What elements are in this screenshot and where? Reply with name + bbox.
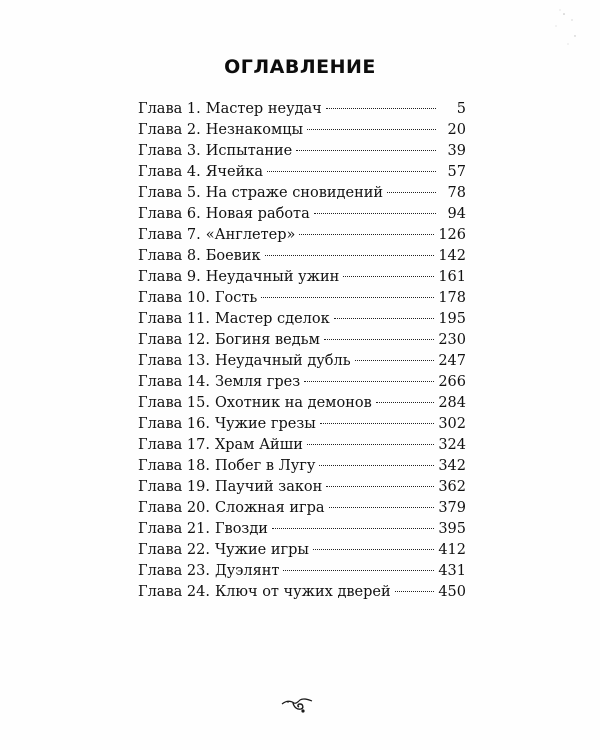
dot-leader (387, 192, 436, 193)
chapter-label: Глава 23. (138, 563, 210, 579)
toc-entry (138, 204, 466, 225)
page-number: 247 (438, 353, 466, 369)
dot-leader (304, 381, 434, 382)
chapter-label: Глава 20. (138, 500, 210, 516)
chapter-title: Мастер неудач (205, 101, 322, 117)
dot-leader (307, 444, 434, 445)
dot-leader (326, 486, 434, 487)
toc-entry (138, 435, 466, 456)
chapter-label: Глава 13. (138, 353, 210, 369)
chapter-title: Охотник на демонов (214, 395, 372, 411)
page-number: 5 (456, 101, 466, 117)
page-number: 266 (438, 374, 466, 390)
chapter-title: Неудачный ужин (205, 269, 340, 285)
dot-leader (320, 423, 435, 424)
printers-ornament-icon (279, 692, 315, 714)
chapter-label: Глава 15. (138, 395, 210, 411)
chapter-label: Глава 5. (138, 185, 201, 201)
chapter-title: Гвозди (214, 521, 268, 537)
chapter-title: Мастер сделок (214, 311, 330, 327)
toc-entry (138, 498, 466, 519)
chapter-title: Богиня ведьм (214, 332, 320, 348)
chapter-title: Неудачный дубль (214, 353, 351, 369)
chapter-title: Ячейка (205, 164, 263, 180)
dot-leader (319, 465, 434, 466)
page-number: 39 (447, 143, 466, 159)
chapter-title: Дуэлянт (214, 563, 280, 579)
chapter-title: Чужие грезы (214, 416, 316, 432)
page-number: 78 (447, 185, 466, 201)
chapter-title: Земля грез (214, 374, 301, 390)
table-of-contents (138, 99, 466, 603)
chapter-label: Глава 22. (138, 542, 210, 558)
dot-leader (343, 276, 434, 277)
page-number: 342 (438, 458, 466, 474)
toc-entry (138, 351, 466, 372)
toc-entry (138, 330, 466, 351)
dot-leader (272, 528, 434, 529)
dot-leader (329, 507, 435, 508)
chapter-label: Глава 24. (138, 584, 210, 600)
chapter-label: Глава 14. (138, 374, 210, 390)
toc-entry (138, 183, 466, 204)
chapter-label: Глава 8. (138, 248, 201, 264)
page-number: 395 (438, 521, 466, 537)
toc-entry (138, 246, 466, 267)
page-number: 20 (447, 122, 466, 138)
toc-entry (138, 372, 466, 393)
chapter-title: Ключ от чужих дверей (214, 584, 391, 600)
toc-entry (138, 393, 466, 414)
page-number: 412 (438, 542, 466, 558)
dot-leader (326, 108, 436, 109)
toc-entry (138, 120, 466, 141)
chapter-label: Глава 9. (138, 269, 201, 285)
chapter-label: Глава 6. (138, 206, 201, 222)
chapter-title: «Англетер» (205, 227, 296, 243)
page-number: 431 (438, 563, 466, 579)
toc-entry (138, 162, 466, 183)
page-number: 379 (438, 500, 466, 516)
chapter-label: Глава 7. (138, 227, 201, 243)
dot-leader (314, 213, 436, 214)
toc-entry (138, 540, 466, 561)
dot-leader (324, 339, 434, 340)
toc-entry (138, 561, 466, 582)
page-number: 57 (447, 164, 466, 180)
page-number: 230 (438, 332, 466, 348)
chapter-label: Глава 11. (138, 311, 210, 327)
page-number: 126 (438, 227, 466, 243)
chapter-title: Побег в Лугу (214, 458, 316, 474)
chapter-title: Паучий закон (214, 479, 323, 495)
dot-leader (313, 549, 434, 550)
dot-leader (299, 234, 434, 235)
toc-entry (138, 288, 466, 309)
toc-entry (138, 456, 466, 477)
toc-entry (138, 141, 466, 162)
chapter-label: Глава 18. (138, 458, 210, 474)
page-number: 284 (438, 395, 466, 411)
chapter-label: Глава 3. (138, 143, 201, 159)
toc-entry (138, 267, 466, 288)
dot-leader (296, 150, 436, 151)
page-number: 161 (438, 269, 466, 285)
dot-leader (261, 297, 434, 298)
toc-entry (138, 414, 466, 435)
page-number: 362 (438, 479, 466, 495)
toc-entry (138, 309, 466, 330)
page-number: 324 (438, 437, 466, 453)
dot-leader (355, 360, 435, 361)
chapter-label: Глава 10. (138, 290, 210, 306)
dot-leader (265, 255, 435, 256)
chapter-title: Храм Айши (214, 437, 303, 453)
chapter-label: Глава 1. (138, 101, 201, 117)
page-number: 450 (438, 584, 466, 600)
toc-heading: ОГЛАВЛЕНИЕ (224, 56, 376, 78)
chapter-title: Чужие игры (214, 542, 309, 558)
dot-leader (283, 570, 434, 571)
chapter-label: Глава 16. (138, 416, 210, 432)
chapter-label: Глава 17. (138, 437, 210, 453)
page-number: 178 (438, 290, 466, 306)
toc-entry (138, 519, 466, 540)
toc-entry (138, 225, 466, 246)
chapter-label: Глава 12. (138, 332, 210, 348)
chapter-title: Гость (214, 290, 258, 306)
page-number: 195 (438, 311, 466, 327)
dot-leader (334, 318, 435, 319)
chapter-title: Незнакомцы (205, 122, 304, 138)
dot-leader (376, 402, 435, 403)
chapter-title: Сложная игра (214, 500, 325, 516)
toc-entry (138, 477, 466, 498)
chapter-title: Испытание (205, 143, 293, 159)
chapter-label: Глава 19. (138, 479, 210, 495)
dot-leader (307, 129, 436, 130)
chapter-title: Боевик (205, 248, 261, 264)
chapter-label: Глава 21. (138, 521, 210, 537)
toc-entry (138, 99, 466, 120)
dot-leader (267, 171, 436, 172)
chapter-title: На страже сновидений (205, 185, 384, 201)
chapter-label: Глава 4. (138, 164, 201, 180)
chapter-title: Новая работа (205, 206, 310, 222)
chapter-label: Глава 2. (138, 122, 201, 138)
page-number: 302 (438, 416, 466, 432)
page-number: 142 (438, 248, 466, 264)
toc-entry (138, 582, 466, 603)
page-number: 94 (447, 206, 466, 222)
dot-leader (395, 591, 435, 592)
